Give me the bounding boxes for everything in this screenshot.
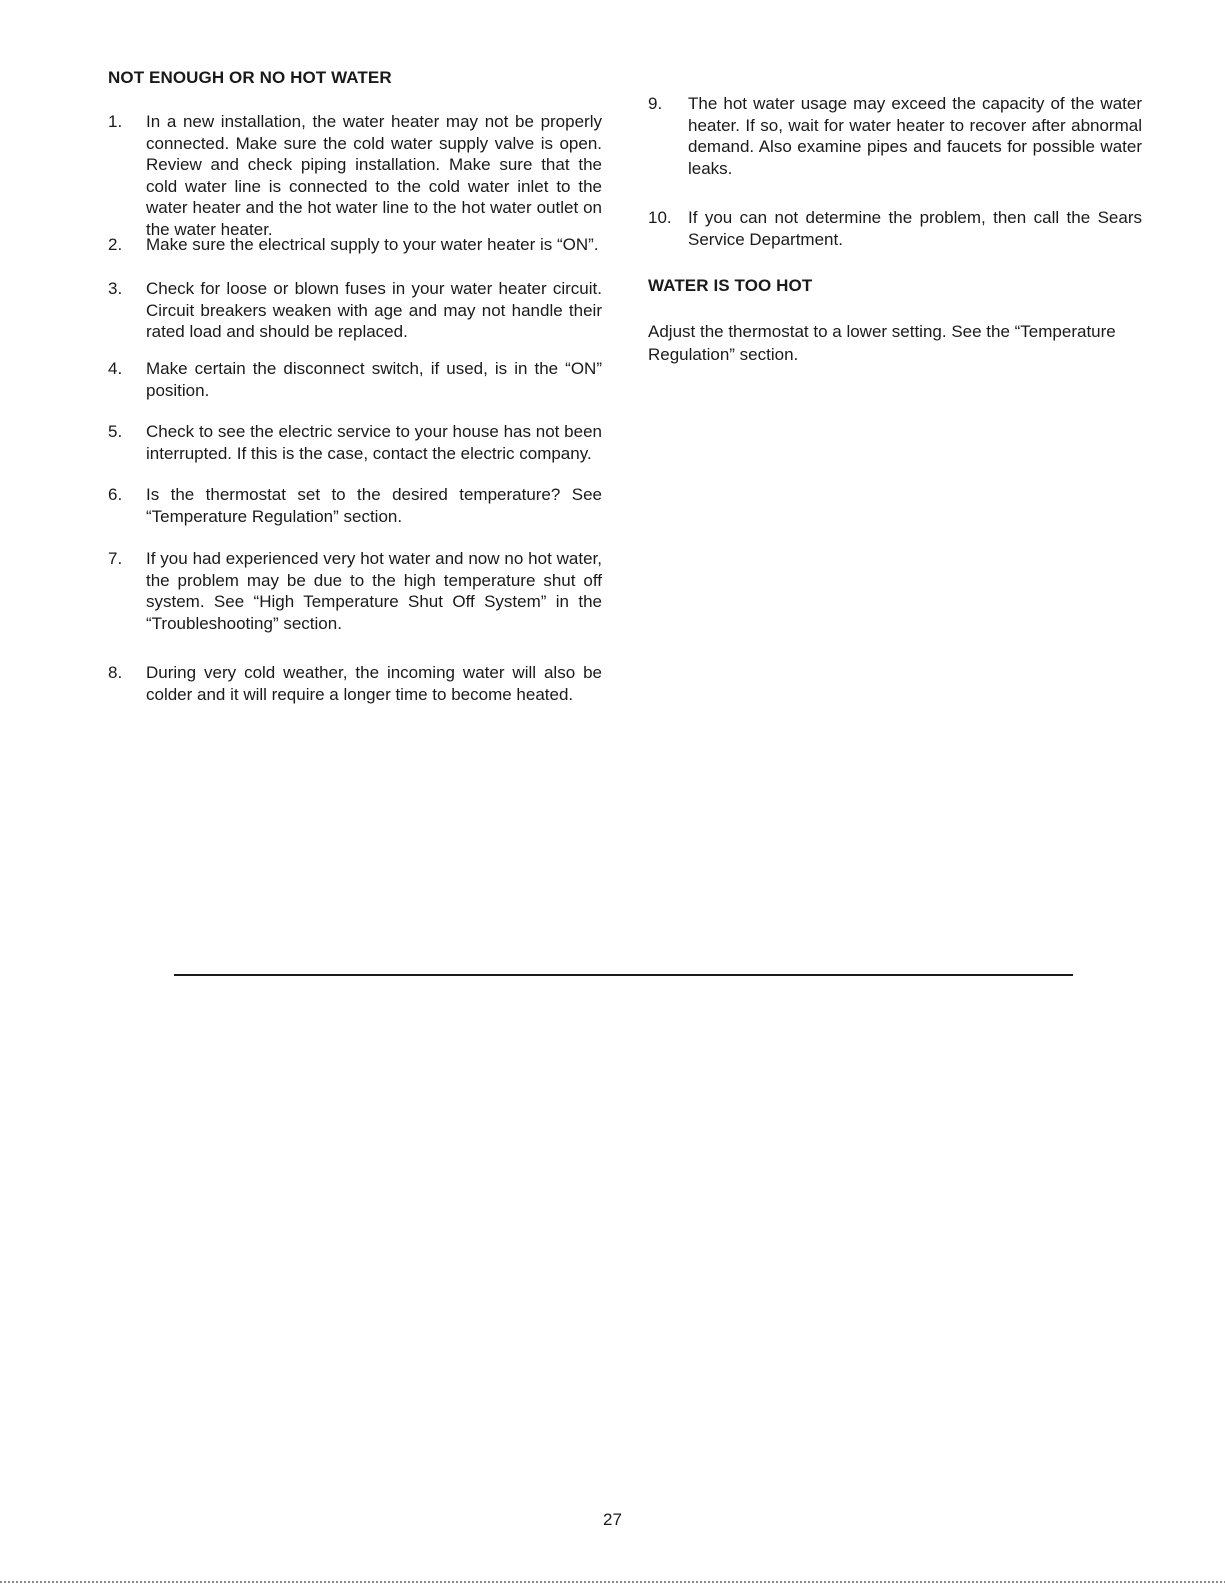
list-item-text: Make sure the electrical supply to your water heater is “ON”.	[146, 235, 599, 254]
list-item-text: If you can not determine the problem, then call the Sears Service Department.	[688, 208, 1142, 249]
list-item-number: 1.	[108, 112, 123, 131]
list-item-number: 4.	[108, 359, 123, 378]
section-heading-not-enough-hot-water: NOT ENOUGH OR NO HOT WATER	[108, 68, 392, 87]
list-item-text: Is the thermostat set to the desired temperature? See “Temperature Regulation” section.	[146, 485, 602, 526]
list-item-number: 10.	[648, 208, 672, 227]
list-item-text: Make certain the disconnect switch, if used, is in the “ON” position.	[146, 359, 602, 400]
list-item-number: 7.	[108, 549, 123, 568]
list-item-number: 2.	[108, 235, 123, 254]
list-item-number: 6.	[108, 485, 123, 504]
section-paragraph: Adjust the thermostat to a lower setting. See the “Temperature Regulation” section.	[648, 322, 1116, 364]
list-item-number: 3.	[108, 279, 123, 298]
horizontal-rule	[174, 974, 1073, 976]
page-number: 27	[603, 1510, 622, 1529]
list-item-number: 5.	[108, 422, 123, 441]
list-item-text: If you had experienced very hot water and now no hot water, the problem may be due to the high temperature shut off system. See “High Temperature Shut Off System” in the “Troubleshooting” section.	[146, 549, 602, 633]
list-item-text: The hot water usage may exceed the capacity of the water heater. If so, wait for water heater to recover after abnormal demand. Also examine pipes and faucets for possible water leaks.	[688, 94, 1142, 178]
page-bottom-edge	[0, 1581, 1225, 1583]
section-heading-water-too-hot: WATER IS TOO HOT	[648, 276, 813, 295]
list-item-number: 9.	[648, 94, 663, 113]
list-item-text: Check to see the electric service to your house has not been interrupted. If this is the case, contact the electric company.	[146, 422, 602, 463]
list-item-text: In a new installation, the water heater may not be properly connected. Make sure the cold water supply valve is open. Review and check piping installation. Make sure that the cold water line is connected to the cold water inlet to the water heater and the hot water line to the hot water outlet on the water heater.	[146, 112, 602, 239]
list-item-text: Check for loose or blown fuses in your water heater circuit. Circuit breakers weaken with age and may not handle their rated load and should be replaced.	[146, 279, 602, 342]
list-item-text: During very cold weather, the incoming water will also be colder and it will require a longer time to become heated.	[146, 663, 602, 704]
list-item-number: 8.	[108, 663, 123, 682]
